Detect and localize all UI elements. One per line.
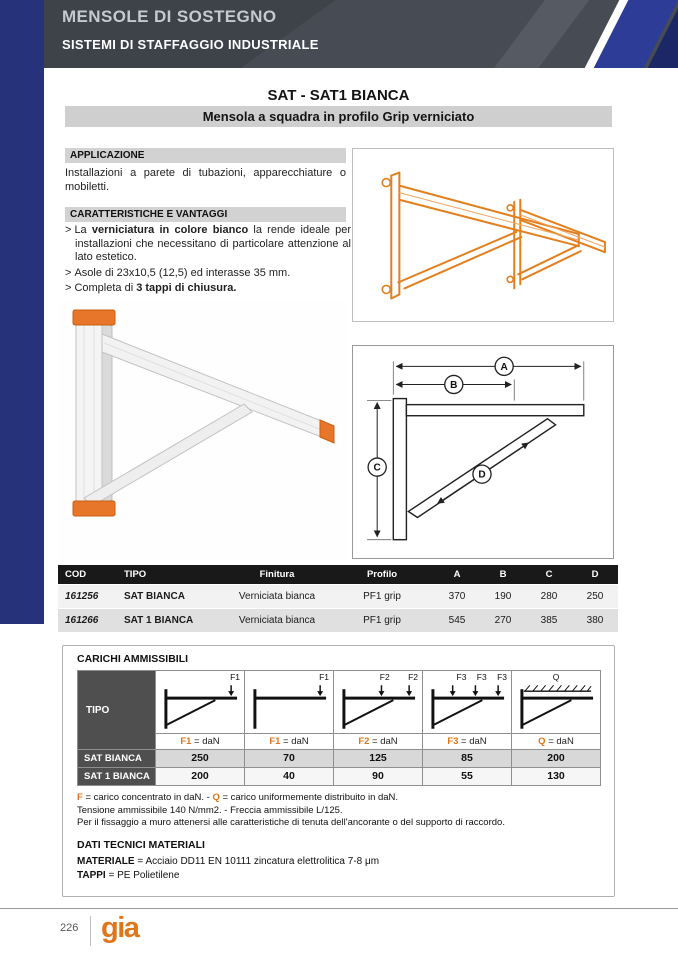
load-case-distributed-icon [514, 684, 599, 730]
load-unit: = daN [369, 736, 398, 747]
load-row-label: SAT BIANCA [78, 750, 156, 768]
col-header-a: A [453, 569, 461, 580]
load-value: 90 [334, 768, 423, 786]
dati-tecnici-heading: DATI TECNICI MATERIALI [77, 838, 205, 851]
note-line: Tensione ammissibile 140 N/mm2. - Freccia ammissibile L/125. [77, 804, 343, 816]
load-unit-label [512, 734, 601, 750]
load-case-cell [334, 671, 423, 734]
load-value: 40 [245, 768, 334, 786]
table-row [78, 768, 601, 786]
load-case-cell [245, 671, 334, 734]
cell-a: 370 [448, 591, 466, 602]
white-bracket-photo-icon [58, 302, 348, 560]
cell-c: 280 [540, 591, 558, 602]
product-line-drawing [352, 148, 614, 322]
bullet-marker: > [65, 224, 72, 236]
load-symbol: F1 [269, 736, 281, 747]
loads-heading: CARICHI AMMISSIBILI [77, 653, 189, 665]
cell-tipo: SAT BIANCA [124, 591, 185, 602]
cell-finitura: Verniciata bianca [238, 615, 316, 626]
loads-table [77, 670, 601, 786]
materiale-value: = Acciaio DD11 EN 10111 zincatura elettrolitica 7-8 μm [134, 855, 380, 867]
loads-tipo-header: TIPO [78, 671, 156, 750]
load-top-label: F3 F3 F3 [456, 672, 507, 682]
gia-logo: gia [101, 912, 139, 944]
load-case-cell [423, 671, 512, 734]
load-unit-label [334, 734, 423, 750]
note-text: = carico uniformemente distribuito in daN. [219, 792, 399, 803]
left-accent-bar [0, 0, 44, 624]
materiale-line [77, 855, 614, 868]
table-row [78, 750, 601, 768]
col-header-tipo: TIPO [124, 569, 147, 580]
note-line [77, 792, 614, 805]
bullet-text: Asole di 23x10,5 (12,5) ed interasse 35 mm. [74, 266, 291, 279]
cell-a: 545 [448, 615, 466, 626]
load-unit: = daN [280, 736, 309, 747]
bullet-text: Completa di [74, 282, 137, 294]
tappi-value: = PE Polietilene [105, 869, 180, 881]
dimension-diagram [352, 345, 614, 559]
tappi-line [77, 869, 614, 882]
load-case-1-icon [158, 684, 243, 730]
product-title: SAT - SAT1 BIANCA [267, 87, 410, 104]
col-header-cod: COD [65, 569, 87, 580]
load-value: 70 [245, 750, 334, 768]
load-case-cell [512, 671, 601, 734]
load-top-label: F1 [230, 672, 240, 682]
page-header [44, 0, 678, 68]
page-number: 226 [60, 922, 79, 934]
cell-d: 380 [586, 615, 604, 626]
load-case-4-icon [425, 684, 510, 730]
load-symbol: F3 [447, 736, 459, 747]
applicazione-heading: APPLICAZIONE [65, 148, 346, 163]
section-subtitle: SISTEMI DI STAFFAGGIO INDUSTRIALE [62, 37, 319, 52]
load-row-label: SAT 1 BIANCA [78, 768, 156, 786]
load-symbol: F2 [358, 736, 370, 747]
caratteristiche-heading: CARATTERISTICHE E VANTAGGI [65, 207, 346, 222]
list-item [65, 282, 351, 296]
footer-divider [0, 908, 678, 909]
cell-tipo: SAT 1 BIANCA [124, 615, 194, 626]
cell-c: 385 [540, 615, 558, 626]
bullet-bold-text: 3 tappi di chiusura. [136, 282, 237, 294]
cell-profilo: PF1 grip [363, 591, 401, 602]
footer-separator [90, 916, 91, 946]
load-value: 250 [156, 750, 245, 768]
load-value: 85 [423, 750, 512, 768]
list-item [65, 267, 351, 281]
col-header-c: C [545, 569, 553, 580]
applicazione-text: Installazioni a parete di tubazioni, apparecchiature o mobiletti. [65, 167, 346, 193]
note-text: = carico concentrato in daN. - [82, 792, 213, 803]
load-top-label: Q [552, 672, 560, 682]
dimensions-table-header [58, 565, 618, 584]
load-unit: = daN [191, 736, 220, 747]
dim-label-a: A [500, 361, 508, 373]
list-item [65, 224, 351, 265]
caratteristiche-list [65, 224, 351, 298]
col-header-finitura: Finitura [259, 569, 295, 580]
load-unit: = daN [458, 736, 487, 747]
load-unit: = daN [545, 736, 574, 747]
dimension-diagram-icon [353, 346, 613, 558]
dim-label-d: D [478, 469, 486, 481]
cell-b: 270 [494, 615, 512, 626]
col-header-profilo: Profilo [366, 569, 398, 580]
bracket-drawing-icon [353, 149, 613, 321]
f-symbol: F [77, 792, 83, 803]
product-subtitle: Mensola a squadra in profilo Grip verniciato [65, 106, 612, 127]
col-header-d: D [591, 569, 599, 580]
load-unit-label [245, 734, 334, 750]
dimensions-table [58, 565, 618, 632]
bullet-bold-text: verniciatura in colore bianco [91, 224, 249, 236]
load-value: 125 [334, 750, 423, 768]
tappi-label: TAPPI [77, 869, 106, 881]
dim-label-b: B [450, 380, 458, 392]
cell-cod: 161256 [65, 591, 99, 602]
bullet-marker: > [65, 282, 72, 294]
loads-notes [77, 792, 614, 830]
cell-cod: 161266 [65, 615, 99, 626]
table-row [58, 608, 618, 632]
col-header-b: B [499, 569, 507, 580]
cell-profilo: PF1 grip [363, 615, 401, 626]
load-top-label: F1 [319, 672, 329, 682]
section-title: MENSOLE DI SOSTEGNO [62, 7, 277, 26]
load-value: 55 [423, 768, 512, 786]
load-value: 200 [156, 768, 245, 786]
load-unit-label [423, 734, 512, 750]
load-top-label: F2 F2 [379, 672, 418, 682]
note-line: Per il fissaggio a muro attenersi alle caratteristiche di tenuta dell'ancorante o del supporto di raccordo. [77, 817, 505, 828]
load-symbol: Q [538, 736, 546, 747]
bullet-text: la rende ideale per installazioni che necessitano di particolare attenzione al lato estetico. [75, 224, 351, 263]
cell-d: 250 [586, 591, 604, 602]
dim-label-c: C [373, 462, 381, 474]
loads-section [62, 645, 615, 897]
table-row [58, 584, 618, 608]
load-case-3-icon [336, 684, 421, 730]
load-case-2-icon [247, 684, 332, 730]
cell-b: 190 [494, 591, 512, 602]
cell-finitura: Verniciata bianca [238, 591, 316, 602]
load-value: 130 [512, 768, 601, 786]
load-unit-label [156, 734, 245, 750]
materiale-label: MATERIALE [77, 855, 135, 867]
load-value: 200 [512, 750, 601, 768]
load-symbol: F1 [180, 736, 192, 747]
q-symbol: Q [212, 792, 220, 803]
bullet-text: La [74, 224, 92, 236]
bullet-marker: > [65, 266, 72, 279]
product-photo [58, 302, 348, 560]
load-case-cell [156, 671, 245, 734]
